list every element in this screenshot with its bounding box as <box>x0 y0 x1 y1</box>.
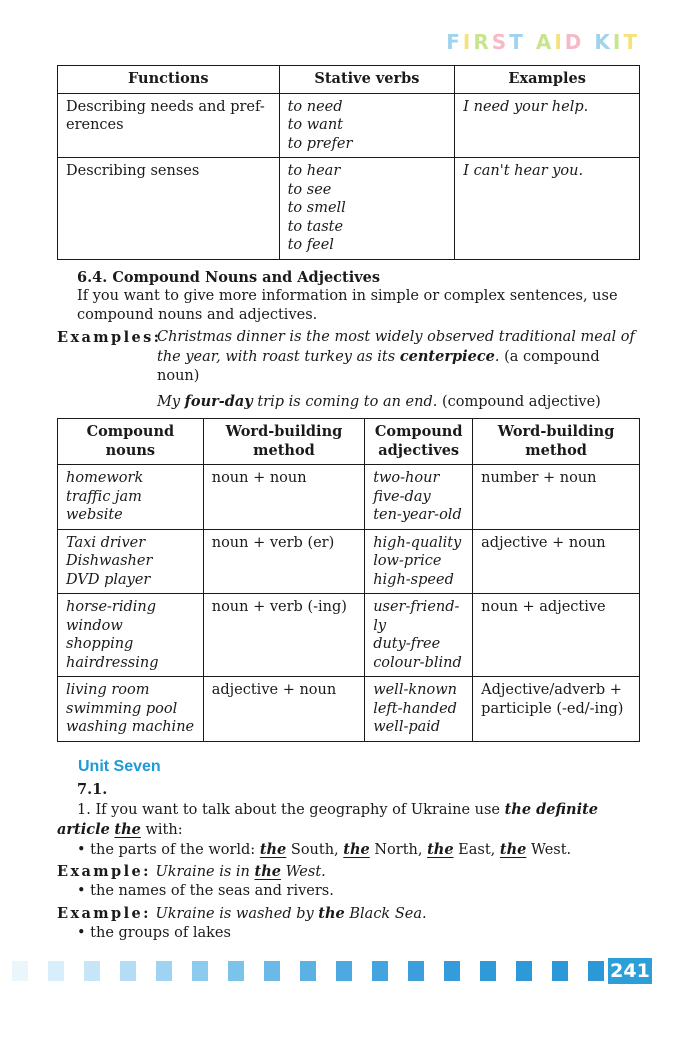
compound-nouns-cell: homework traffic jam website <box>58 465 204 530</box>
verbs-cell: to hear to see to smell to taste to feel <box>279 158 455 260</box>
function-cell: Describing senses <box>58 158 280 260</box>
page-number: 241 <box>608 958 652 984</box>
table-row <box>58 93 640 158</box>
footer-square <box>228 961 244 981</box>
footer-square <box>480 961 496 981</box>
kit-letter <box>584 30 592 54</box>
stative-verbs-table <box>57 65 640 260</box>
table-header-row <box>58 419 640 465</box>
table-row <box>58 465 640 530</box>
compound-nouns-cell: Taxi driver Dishwasher DVD player <box>58 529 204 594</box>
noun-method-cell: adjective + noun <box>203 677 364 742</box>
col-header: Functions <box>58 66 280 94</box>
section-intro: If you want to give more information in simple or complex sentences, use compound nouns and adjectives. <box>77 288 618 323</box>
footer-square <box>444 961 460 981</box>
footer-square <box>408 961 424 981</box>
noun-method-cell: noun + verb (-ing) <box>203 594 364 677</box>
unit-seven-body <box>57 780 640 943</box>
kit-letter: A <box>535 30 553 54</box>
subsection-number: 7.1. <box>77 781 108 798</box>
col-header: Examples <box>455 66 640 94</box>
footer-square <box>48 961 64 981</box>
kit-letter: T <box>623 30 638 54</box>
compound-adjectives-cell: high-quality low-price high-speed <box>365 529 473 594</box>
footer-square <box>372 961 388 981</box>
kit-letter: S <box>491 30 508 54</box>
footer-square <box>156 961 172 981</box>
kit-letter: I <box>462 30 472 54</box>
kit-letter: K <box>594 30 611 54</box>
noun-method-cell: noun + noun <box>203 465 364 530</box>
footer-square <box>264 961 280 981</box>
table-row <box>58 158 640 260</box>
kit-letter: D <box>564 30 583 54</box>
compound-nouns-cell: horse-riding window shopping hairdressing <box>58 594 204 677</box>
bullet-parts-of-world: • the parts of the world: the South, the North, the East, the West. <box>77 841 572 858</box>
footer-square <box>84 961 100 981</box>
example-cell: I can't hear you. <box>455 158 640 260</box>
adj-method-cell: number + noun <box>473 465 640 530</box>
col-header: Word-building method <box>473 419 640 465</box>
compound-nouns-cell: living room swimming pool washing machine <box>58 677 204 742</box>
table-row <box>58 529 640 594</box>
col-header: Word-building method <box>203 419 364 465</box>
example-cell: I need your help. <box>455 93 640 158</box>
example-west: Example: Ukraine is in the West. <box>57 863 326 880</box>
kit-letter: I <box>612 30 622 54</box>
footer-square <box>516 961 532 981</box>
examples-block <box>57 328 640 412</box>
compound-adjectives-cell: two-hour five-day ten-year-old <box>365 465 473 530</box>
footer-square <box>336 961 352 981</box>
kit-letter <box>526 30 534 54</box>
unit-title: Unit Seven <box>78 758 161 775</box>
paragraph-1: 1. If you want to talk about the geography of Ukraine use the definite article the with: <box>57 801 599 838</box>
compound-words-table <box>57 418 640 742</box>
bullet-seas-rivers: • the names of the seas and rivers. <box>77 883 334 899</box>
kit-letter: T <box>509 30 524 54</box>
section-6-4 <box>57 268 640 412</box>
adj-method-cell: noun + adjective <box>473 594 640 677</box>
kit-letter: I <box>554 30 563 54</box>
col-header: Stative verbs <box>279 66 455 94</box>
table-header-row <box>58 66 640 94</box>
function-cell: Describing needs and pref-erences <box>58 93 280 158</box>
example-2: My four-day trip is coming to an end. (compound adjective) <box>157 393 601 410</box>
footer-square <box>552 961 568 981</box>
compound-adjectives-cell: well-known left-handed well-paid <box>365 677 473 742</box>
kit-letter: R <box>473 30 490 54</box>
example-black-sea: Example: Ukraine is washed by the Black Sea. <box>57 905 427 922</box>
kit-letter: F <box>446 30 461 54</box>
examples-label: Examples: <box>57 329 162 346</box>
footer-square <box>588 961 604 981</box>
col-header: Compound nouns <box>58 419 204 465</box>
table-row <box>58 594 640 677</box>
footer-square <box>120 961 136 981</box>
footer-square <box>12 961 28 981</box>
col-header: Compound adjectives <box>365 419 473 465</box>
section-heading: 6.4. Compound Nouns and Adjectives <box>77 269 381 286</box>
compound-adjectives-cell: user-friend- ly duty-free colour-blind <box>365 594 473 677</box>
first-aid-kit-title <box>446 30 638 54</box>
adj-method-cell: adjective + noun <box>473 529 640 594</box>
noun-method-cell: noun + verb (er) <box>203 529 364 594</box>
footer-gradient-squares <box>0 961 700 983</box>
table-row <box>58 677 640 742</box>
footer-square <box>300 961 316 981</box>
adj-method-cell: Adjective/adverb + participle (-ed/-ing) <box>473 677 640 742</box>
footer-square <box>192 961 208 981</box>
example-1: Christmas dinner is the most widely observed traditional meal of the year, with roast turkey as its centerpiece. (a compound noun) <box>157 329 635 384</box>
bullet-lakes: • the groups of lakes <box>77 925 231 941</box>
verbs-cell: to need to want to prefer <box>279 93 455 158</box>
